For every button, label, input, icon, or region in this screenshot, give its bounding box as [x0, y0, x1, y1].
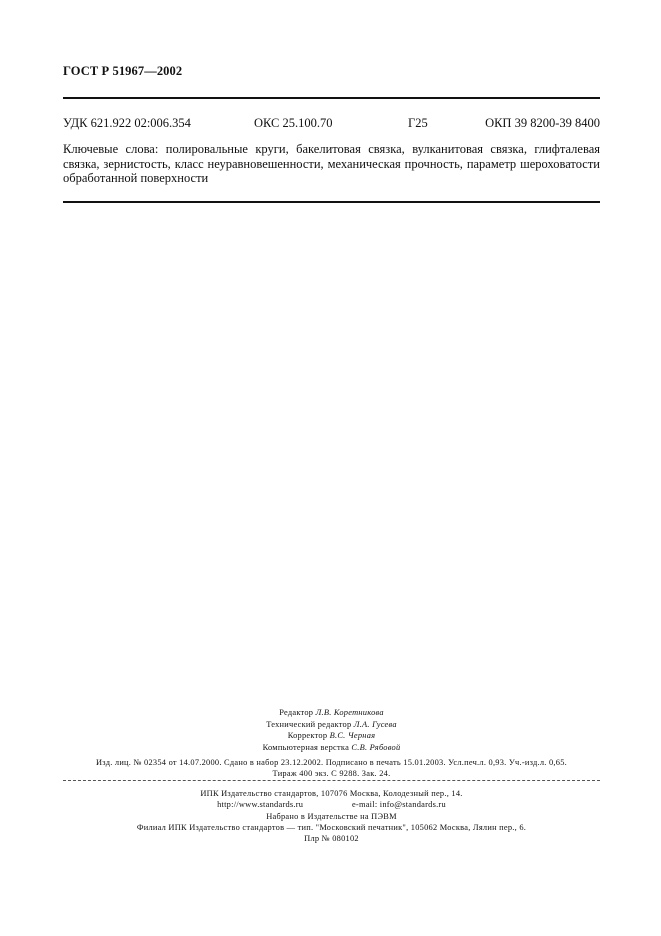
email-link[interactable]: e-mail: info@standards.ru — [351, 800, 446, 810]
publisher-info — [63, 788, 600, 844]
okp-code: ОКП 39 8200-39 8400 — [485, 116, 600, 130]
bottom-rule — [63, 201, 600, 203]
website-link[interactable]: http://www.standards.ru — [217, 800, 304, 810]
editorial-credits — [63, 707, 600, 753]
credit-name: Л.В. Коретникова — [315, 708, 384, 717]
oks-code: ОКС 25.100.70 — [254, 116, 333, 130]
branch-address: Филиал ИПК Издательство стандартов — тип. "Московский печатник", 105062 Москва, Лялин пер., 6. — [136, 822, 527, 832]
publication-line-2: Тираж 400 экз. С 9288. Зак. 24. — [272, 769, 391, 779]
document-id: ГОСТ Р 51967—2002 — [63, 64, 183, 78]
license-number: Плр № 080102 — [304, 834, 359, 844]
publisher-address: ИПК Издательство стандартов, 107076 Москва, Колодезный пер., 14. — [200, 789, 463, 798]
keywords-paragraph: Ключевые слова: полировальные круги, бакелитовая связка, вулканитовая связка, глифталевая связка, зернистость, класс неуравновешенности, механическая прочность, параметр шероховатости обработанной поверхности — [63, 142, 600, 185]
credit-role: Редактор — [279, 708, 314, 717]
publication-line-1: Изд. лиц. № 02354 от 14.07.2000. Сдано в набор 23.12.2002. Подписано в печать 15.01.2003. Усл.печ.л. 0,93. Уч.-изд.л. 0,65. — [95, 758, 567, 767]
dashed-separator — [63, 780, 600, 781]
publication-info — [63, 757, 600, 780]
credit-layout — [63, 742, 600, 754]
publisher-contacts — [63, 799, 600, 810]
credit-name: В.С. Черная — [329, 731, 376, 740]
credit-role: Технический редактор — [266, 719, 352, 729]
udk-code: УДК 621.922 02:006.354 — [63, 116, 191, 130]
credit-role: Корректор — [287, 731, 328, 740]
top-rule — [63, 97, 600, 99]
group-code: Г25 — [408, 116, 428, 130]
classification-row — [63, 116, 600, 132]
credit-editor — [63, 707, 600, 719]
credit-name: Л.А. Гусева — [353, 719, 397, 729]
credit-tech-editor — [63, 719, 600, 731]
credit-proofreader — [63, 730, 600, 742]
credit-name: С.В. Рябовой — [351, 742, 401, 752]
typeset-note: Набрано в Издательстве на ПЭВМ — [266, 811, 397, 821]
credit-role: Компьютерная верстка — [262, 742, 350, 752]
